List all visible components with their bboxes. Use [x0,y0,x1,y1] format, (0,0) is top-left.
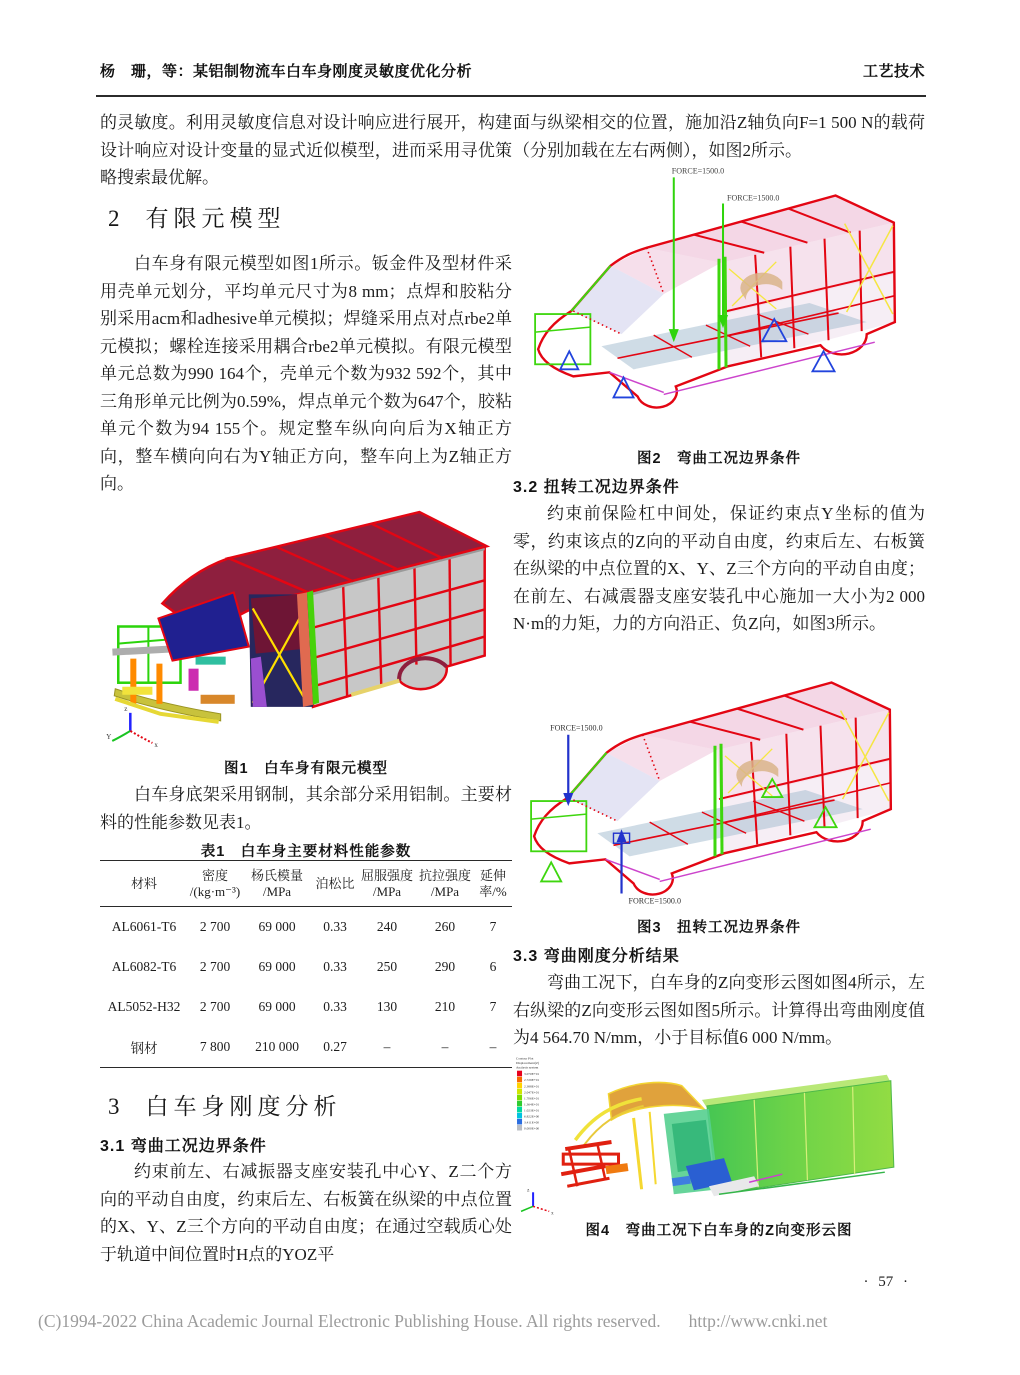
table-header-row [100,861,512,907]
figure4-contour-image [513,1053,925,1215]
svg-text:3.411E+00: 3.411E+00 [524,1120,540,1125]
section-3-number: 3 [108,1094,120,1119]
fig4-front-frame [561,1142,618,1186]
fig4-van-contour [561,1075,894,1197]
paragraph-3-2: 约束前保险杠中间处，保证约束点Y坐标的值为零，约束该点的Z向的平动自由度，约束后左、右板簧在纵梁的中点位置的X、Y、Z三个方向的平动自由度；在前左、右减震器支座安装孔中心施加一大小为2 000 N·m的力矩，力的方向沿正、负Z向，如图3所示。 [513,504,925,633]
paragraph-material: 白车身底架采用钢制，其余部分采用铝制。主要材料的性能参数见表1。 [100,785,512,832]
svg-text:2.729E+01: 2.729E+01 [524,1078,540,1083]
figure1-caption: 图1 白车身有限元模型 [223,761,389,777]
paragraph-intro-continuation: 的灵敏度。利用灵敏度信息对设计响应进行展开，构建设计响应对设计变量的显式近似模型，进而采用寻优策略搜索最优解。 [100,113,512,187]
table1 [100,860,512,1068]
running-head-right: 工艺技术 [862,63,925,80]
section-2-heading [108,200,286,233]
col-header-youngs-modulus: 杨氏模量 /MPa [242,861,312,907]
fig4-axis-triad [521,1188,554,1215]
svg-text:Analysis system: Analysis system [516,1065,539,1070]
wireframe-van-body [535,195,895,407]
figure3-caption: 图3 扭转工况边界条件 [636,920,802,936]
svg-text:x: x [154,740,158,749]
col-header-material: 材料 [100,861,188,907]
paragraph-3-3: 弯曲工况下，白车身的Z向变形云图如图4所示，左右纵梁的Z向变形云图如图5所示。计算得出弯曲刚度值为4 564.70 N/mm，小于目标值6 000 N/mm。 [513,973,925,1047]
figure2-caption: 图2 弯曲工况边界条件 [636,451,802,467]
table-row: 钢材 7 800 210 000 0.27 – – – [130,1039,497,1056]
fig1-cab-opening [249,590,319,706]
section-2-title: 有限元模型 [145,206,286,231]
svg-text:6.822E+00: 6.822E+00 [524,1114,540,1119]
svg-text:2.388E+01: 2.388E+01 [524,1084,540,1089]
section-3-3-heading: 3.3 弯曲刚度分析结果 [513,948,680,965]
section-3-1-heading: 3.1 弯曲工况边界条件 [100,1138,267,1155]
svg-text:Contour Plot: Contour Plot [516,1056,534,1061]
wireframe-van-body [531,682,891,894]
table1-caption: 表1 白车身主要材料性能参数 [200,844,412,860]
force-label: FORCE=1500.0 [671,166,725,176]
force-label: FORCE=1500.0 [628,896,681,906]
figure2-bending-boundary-image [513,163,925,445]
col-header-tensile: 抗拉强度 /MPa [416,861,474,907]
section-2-number: 2 [108,206,120,231]
svg-text:Displacement(Z): Displacement(Z) [516,1061,540,1066]
force-label: FORCE=1500.0 [727,193,780,203]
col-header-poisson: 泊松比 [312,861,358,907]
copyright-text: (C)1994-2022 China Academic Journal Electronic Publishing House. All rights reserved. [38,1311,661,1331]
table-row: AL5052-H32 2 700 69 000 0.33 130 210 7 [107,999,497,1014]
svg-text:Y: Y [106,732,112,741]
figure1-fem-model-image [100,498,512,754]
force-label: FORCE=1500.0 [550,723,603,733]
running-head-left: 杨 珊，等：某铝制物流车白车身刚度灵敏度优化分析 [100,63,473,80]
copyright-footer [38,1311,827,1332]
figure4-caption: 图4 弯曲工况下白车身的Z向变形云图 [585,1223,853,1239]
col-header-density: 密度 /(kg·m⁻³) [188,861,242,907]
svg-text:1.023E+01: 1.023E+01 [524,1108,540,1113]
svg-text:3.070E+01: 3.070E+01 [524,1072,540,1077]
figure3-torsion-boundary-image [513,666,925,910]
svg-text:0.000E+00: 0.000E+00 [524,1126,540,1131]
header-rule [96,95,926,97]
section-3-title: 白车身刚度分析 [145,1094,342,1119]
svg-text:1.364E+01: 1.364E+01 [524,1102,540,1107]
svg-text:z: z [527,1188,530,1194]
col-header-elongation: 延伸 率/% [474,861,512,907]
section-3-2-heading: 3.2 扭转工况边界条件 [513,479,680,496]
svg-text:x: x [551,1211,554,1215]
material-properties-table [100,860,512,1068]
table-row: AL6082-T6 2 700 69 000 0.33 250 290 6 [111,959,497,974]
cnki-url: http://www.cnki.net [688,1311,828,1331]
paragraph-3-1: 约束前左、右减振器支座安装孔中心Y、Z二个方向的平动自由度，约束后左、右板簧在纵梁的中点位置的X、Y、Z三个方向的平动自由度；在通过空载质心处于轨道中间位置时H点的YOZ平 [100,1162,512,1264]
svg-text:2.047E+01: 2.047E+01 [524,1090,540,1095]
col-header-yield: 屈服强度 /MPa [358,861,416,907]
paragraph-bending-continuation: 面与纵梁相交的位置，施加沿Z轴负向F=1 500 N的载荷（分别加载在左右两侧），如图2所示。 [513,113,925,160]
svg-text:z: z [124,704,128,713]
contour-legend [516,1057,539,1131]
section-3-heading [108,1088,342,1121]
page-number: · 57 · [863,1274,908,1290]
svg-text:1.706E+01: 1.706E+01 [524,1096,540,1101]
table-row: AL6061-T6 2 700 69 000 0.33 240 260 7 [111,919,497,934]
paragraph-fem-model: 白车身有限元模型如图1所示。钣金件及型材件采用壳单元划分，平均单元尺寸为8 mm；点焊和胶粘分别采用acm和adhesive单元模拟；焊缝采用点对点rbe2单元模拟；螺栓连接采用耦合rbe2单元模拟。有限元模型单元总数为990 164个，壳单元个数为932 592个，其中三角形单元比例为0.59%，焊点单元个数为647个，胶粘单元个数为94 155个。规定整车纵向向后为X轴正方向，整车横向向右为Y轴正方向，整车向上为Z轴正方向。 [100,254,512,493]
